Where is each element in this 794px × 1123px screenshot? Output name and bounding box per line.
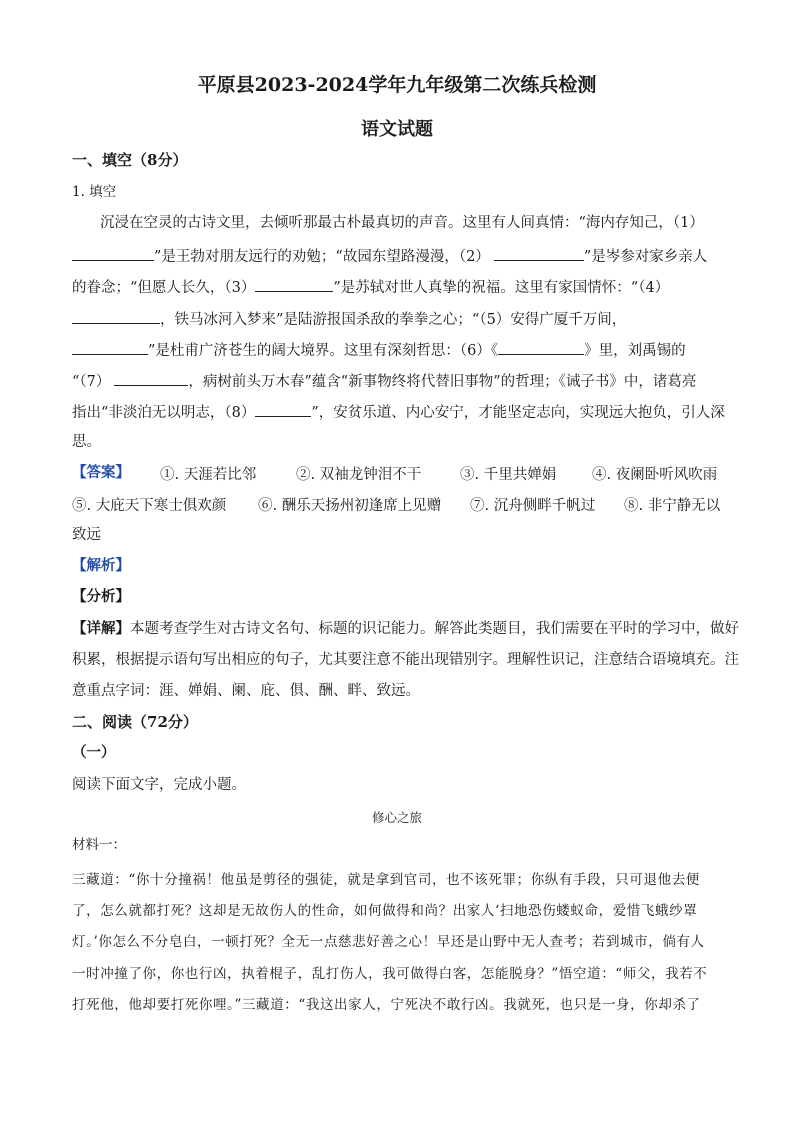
material-line: 一时冲撞了你，你也行凶，执着棍子，乱打伤人，我可做得白客，怎能脱身？”悟空道：“师父，我若不 — [72, 966, 708, 982]
blank-6 — [498, 339, 584, 355]
answer-item: ③. 千里共婵娟 — [460, 467, 557, 483]
blank-7 — [114, 370, 188, 386]
reading-instruction: 阅读下面文字，完成小题。 — [72, 777, 246, 793]
material-line: 了，怎么就都打死？这却是无故伤人的性命，如何做得和尚？出家人‘扫地恐伤蝼蚁命，爱惜飞蛾纱罩 — [72, 903, 698, 919]
fill-text: ”是王勃对朋友远行的劝勉；“故园东望路漫漫，（2） — [154, 249, 490, 265]
material-label: 材料一： — [72, 837, 126, 853]
fill-paragraph-line-7 — [72, 401, 725, 423]
fill-text: ”是杜甫广济苍生的阔大境界。这里有深刻哲思：（6）《 — [148, 343, 499, 359]
fill-text: 》里，刘禹锡的 — [584, 343, 686, 359]
exam-title: 平原县2023-2024学年九年级第二次练兵检测 — [197, 74, 597, 96]
fill-text: ，病树前头万木春”蕴含“新事物终将代替旧事物”的哲理；《诫子书》中，诸葛亮 — [188, 374, 697, 390]
fill-text: “（7） — [72, 374, 111, 390]
detail-line-1 — [72, 619, 739, 639]
fill-text: ，铁马冰河入梦来”是陆游报国杀敌的拳拳之心；“（5）安得广厦千万间， — [160, 312, 627, 328]
blank-4 — [72, 308, 160, 324]
fill-paragraph-line-2 — [72, 245, 707, 267]
answer-tail: 致远 — [72, 527, 101, 543]
answer-item: ⑦. 沉舟侧畔千帆过 — [470, 498, 596, 514]
fill-text: 的眷念；“但愿人长久，（3） — [72, 280, 256, 296]
answer-label: 【答案】 — [72, 464, 130, 481]
answer-item: ④. 夜阑卧听风吹雨 — [592, 467, 718, 483]
fill-paragraph-line-3 — [72, 276, 669, 298]
section-1-heading: 一、填空（8分） — [72, 151, 188, 169]
material-line: 灯。’你怎么不分皂白，一顿打死？全无一点慈悲好善之心！早还是山野中无人查考；若到城市，倘有人 — [72, 934, 705, 950]
fill-paragraph-line-1 — [100, 213, 704, 233]
exam-subtitle: 语文试题 — [361, 119, 433, 140]
answer-item: ⑧. 非宁静无以 — [624, 498, 721, 514]
fenxi-label: 【分析】 — [72, 588, 130, 605]
section-2-heading: 二、阅读（72分） — [72, 713, 198, 731]
fill-paragraph-line-6 — [72, 370, 696, 392]
fill-text: ”是岑参对家乡亲人 — [583, 249, 708, 265]
fill-paragraph-line-5 — [72, 339, 686, 361]
answer-item: ⑤. 大庇天下寒士俱欢颜 — [72, 498, 227, 514]
blank-5 — [72, 339, 148, 355]
material-line: 三藏道：“你十分撞祸！他虽是剪径的强徒，就是拿到官司，也不该死罪；你纵有手段，只可退他去便 — [72, 872, 700, 888]
fill-text: ”，安贫乐道、内心安宁，才能坚定志向，实现远大抱负，引人深 — [311, 405, 725, 421]
answer-item: ②. 双袖龙钟泪不干 — [296, 467, 422, 483]
blank-3 — [255, 276, 333, 292]
fill-text: 沉浸在空灵的古诗文里，去倾听那最古朴最真切的声音。这里有人间真情：“海内存知己，（1） — [100, 215, 704, 231]
detail-line-2: 积累，根据提示语句写出相应的句子，尤其要注意不能出现错别字。理解性识记，注意结合语境填充。注 — [72, 652, 739, 668]
fill-paragraph-line-4 — [72, 308, 626, 330]
analysis-label: 【解析】 — [72, 557, 130, 574]
material-line: 打死他，他却要打死你哩。”三藏道：“我这出家人，宁死决不敢行凶。我就死，也只是一身，你却杀了 — [72, 997, 701, 1013]
detail-text: 本题考查学生对古诗文名句、标题的识记能力。解答此类题目，我们需要在平时的学习中，做好 — [130, 621, 739, 637]
fill-paragraph-line-8: 思。 — [72, 434, 101, 450]
fill-text: ”是苏轼对世人真挚的祝福。这里有家国情怀：“（4） — [333, 280, 670, 296]
blank-1 — [72, 245, 154, 261]
answer-item: ⑥. 酬乐天扬州初逢席上见赠 — [258, 498, 442, 514]
answer-item: ①. 天涯若比邻 — [160, 467, 257, 483]
fill-text: 指出“非淡泊无以明志，（8） — [72, 405, 256, 421]
blank-2 — [494, 245, 584, 261]
material-title: 修心之旅 — [371, 810, 422, 825]
reading-subsection: （一） — [72, 744, 116, 761]
detail-label: 【详解】 — [72, 620, 130, 637]
detail-line-3: 意重点字词：涯、婵娟、阑、庇、俱、酬、畔、致远。 — [72, 683, 420, 699]
question-1-label: 1. 填空 — [72, 184, 117, 200]
blank-8 — [255, 401, 311, 417]
